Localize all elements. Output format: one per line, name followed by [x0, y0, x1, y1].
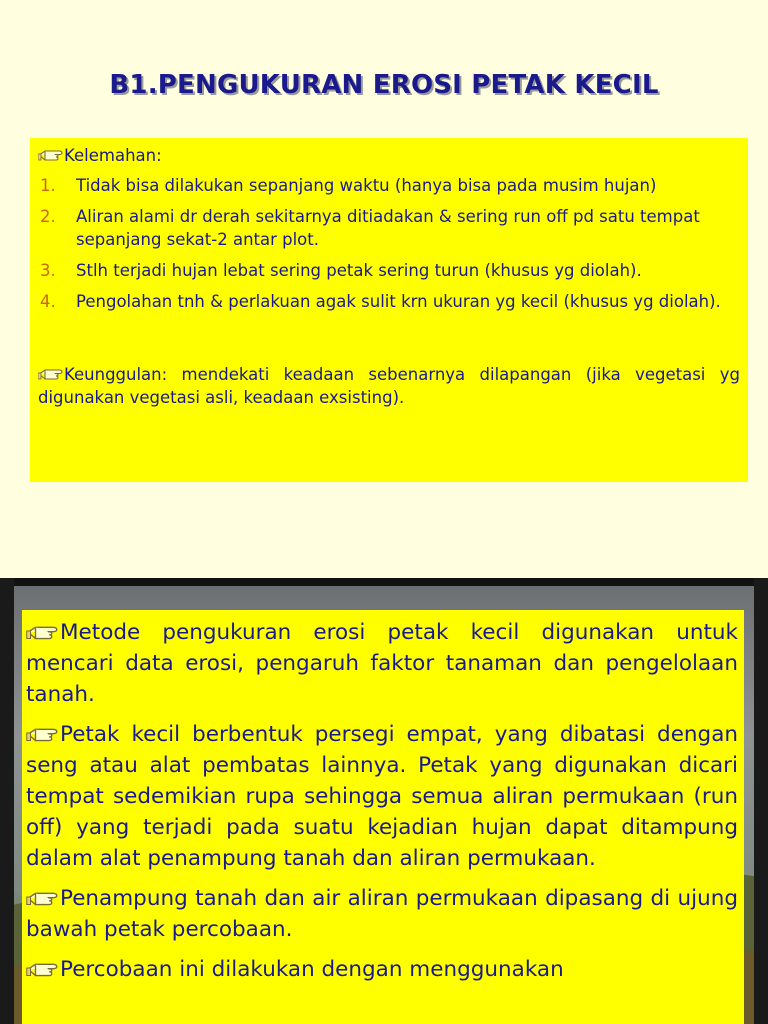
keunggulan-text: Keunggulan: mendekati keadaan sebenarnya dilapangan (jika vegetasi yg digunakan vegetasi asli, keadaan exsisting).: [38, 365, 740, 407]
paragraph: [26, 719, 738, 874]
kelemahan-label: Kelemahan:: [64, 146, 162, 165]
list-number: 4.: [40, 292, 56, 311]
list-text: Aliran alami dr derah sekitarnya ditiadakan & sering run off pd satu tempat sepanjang sekat-2 antar plot.: [76, 207, 700, 249]
pointing-hand-icon: [38, 146, 64, 162]
list-text: Pengolahan tnh & perlakuan agak sulit krn ukuran yg kecil (khusus yg diolah).: [76, 292, 721, 311]
list-number: 2.: [40, 207, 56, 226]
paragraph-text: Petak kecil berbentuk persegi empat, yang dibatasi dengan seng atau alat pembatas lainnya. Petak yang digunakan dicari tempat sedemikian rupa sehingga semua aliran permukaan (run off) yang terjadi pada suatu kejadian hujan dapat ditampung dalam alat penampung tanah dan aliran permukaan.: [26, 722, 738, 871]
list-item: [38, 174, 740, 197]
list-number: 3.: [40, 261, 56, 280]
pointing-hand-icon: [26, 723, 60, 743]
paragraph-text: Penampung tanah dan air aliran permukaan dipasang di ujung bawah petak percobaan.: [26, 886, 738, 942]
paragraph: [26, 617, 738, 710]
keunggulan-paragraph: [38, 363, 740, 409]
kelemahan-panel: [30, 138, 748, 482]
pointing-hand-icon: [26, 958, 60, 978]
metode-panel: [22, 610, 744, 1024]
paragraph-text: Percobaan ini dilakukan dengan menggunakan: [60, 957, 564, 982]
paragraph: [26, 883, 738, 945]
pointing-hand-icon: [26, 887, 60, 907]
list-item: [38, 259, 740, 282]
kelemahan-heading: [38, 144, 740, 167]
list-text: Tidak bisa dilakukan sepanjang waktu (hanya bisa pada musim hujan): [76, 176, 657, 195]
slide-2: [0, 578, 768, 1024]
slide-title: B1.PENGUKURAN EROSI PETAK KECIL: [109, 70, 659, 100]
kelemahan-list: [38, 174, 740, 313]
pointing-hand-icon: [26, 621, 60, 641]
paragraph-text: Metode pengukuran erosi petak kecil digunakan untuk mencari data erosi, pengaruh faktor tanaman dan pengelolaan tanah.: [26, 620, 738, 707]
list-item: [38, 205, 740, 251]
pointing-hand-icon: [38, 365, 64, 381]
list-number: 1.: [40, 176, 56, 195]
list-item: [38, 290, 740, 313]
list-text: Stlh terjadi hujan lebat sering petak sering turun (khusus yg diolah).: [76, 261, 642, 280]
paragraph: [26, 954, 738, 985]
